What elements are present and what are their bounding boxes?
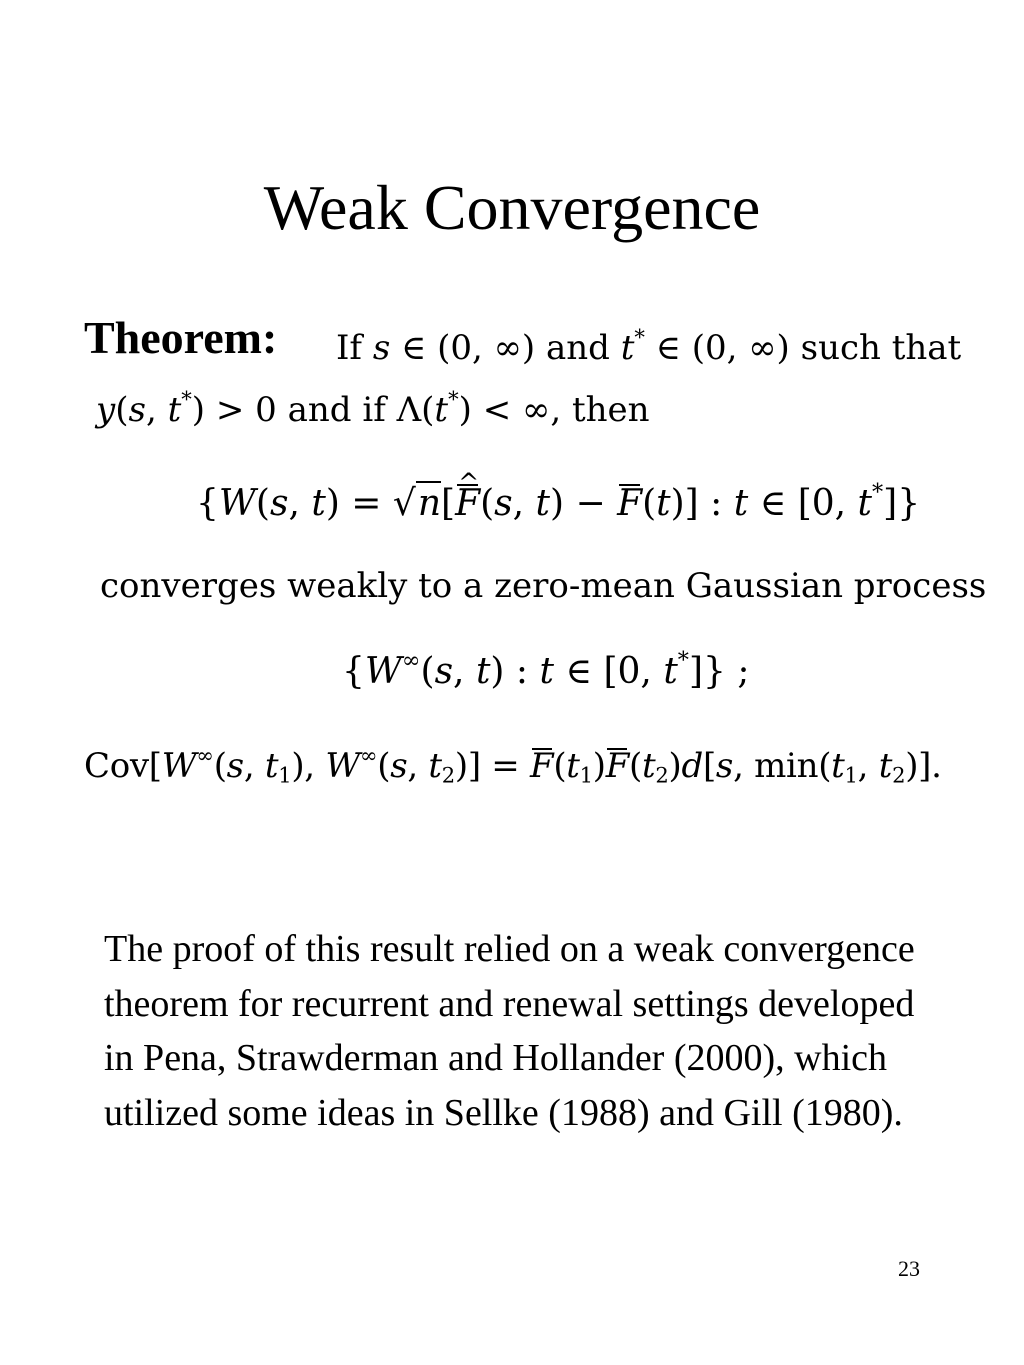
theorem-label: Theorem: xyxy=(84,312,278,363)
theorem-condition-line-2: y(s, t*) > 0 and if Λ(t*) < ∞, then xyxy=(96,386,650,430)
converges-text: converges weakly to a zero-mean Gaussian process xyxy=(100,566,987,606)
limit-process-formula: {W∞(s, t) : t ∈ [0, t*]} ; xyxy=(342,647,750,692)
slide-title: Weak Convergence xyxy=(263,172,761,243)
proof-paragraph: The proof of this result relied on a weak convergence theorem for recurrent and renewal settings developed in Pena, Strawderman and Hollander (2000), which utilized some ideas in Sellke (1988) and Gill (1980). xyxy=(104,928,915,1134)
slide-number: 23 xyxy=(898,1256,920,1281)
theorem-condition-line-1: If s ∈ (0, ∞) and t* ∈ (0, ∞) such that xyxy=(336,324,962,368)
covariance-formula: Cov[W∞(s, $t_1$), W∞(s, $t_2)] = F(t_1)F(t_2)d[s$, $\min(t_1$, $t_2$)]. xyxy=(84,742,942,788)
process-set-formula: {W(s, t) = √n[F ^(s, t) − F(t)] : t ∈ [0, t*]} xyxy=(196,482,920,525)
